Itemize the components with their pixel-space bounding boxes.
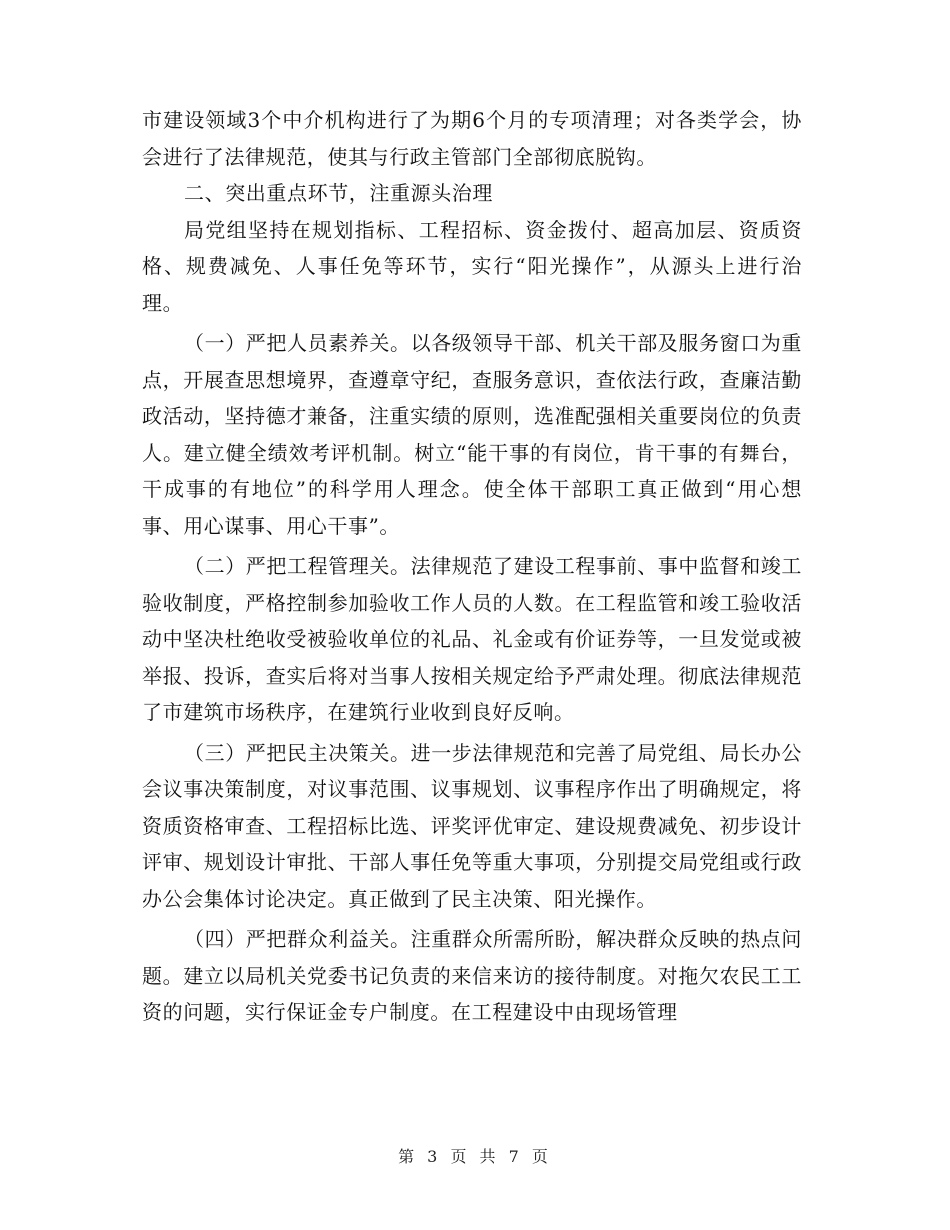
paragraph-item-3: （三）严把民主决策关。进一步法律规范和完善了局党组、局长办公会议事决策制度，对议事范围、议事规划、议事程序作出了明确规定，将资质资格审查、工程招标比选、评奖评优审定、建设规费减免、初步设计评审、规划设计审批、干部人事任免等重大事项，分别提交局党组或行政办公会集体讨论决定。真正做到了民主决策、阳光操作。 (142, 740, 802, 911)
page-number-footer: 第 3 页 共 7 页 (398, 1147, 552, 1166)
section-heading: 二、突出重点环节，注重源头治理 (184, 181, 493, 205)
paragraph-item-2: （二）严把工程管理关。法律规范了建设工程事前、事中监督和竣工验收制度，严格控制参加验收工作人员的人数。在工程监管和竣工验收活动中坚决杜绝收受被验收单位的礼品、礼金或有价证券等，一旦发觉或被举报、投诉，查实后将对当事人按相关规定给予严肃处理。彻底法律规范了市建筑市场秩序，在建筑行业收到良好反响。 (142, 554, 802, 724)
paragraph-intro: 局党组坚持在规划指标、工程招标、资金拨付、超高加层、资质资格、规费减免、人事任免等环节，实行“阳光操作”，从源头上进行治理。 (142, 217, 802, 315)
paragraph-item-1: （一）严把人员素养关。以各级领导干部、机关干部及服务窗口为重点，开展查思想境界，查遵章守纪，查服务意识，查依法行政，查廉洁勤政活动，坚持德才兼备，注重实绩的原则，选准配强相关重要岗位的负责人。建立健全绩效考评机制。树立“能干事的有岗位，肯干事的有舞台，干成事的有地位”的科学用人理念。使全体干部职工真正做到“用心想事、用心谋事、用心干事”。 (142, 331, 802, 538)
document-body (142, 102, 802, 1031)
paragraph-continuation: 市建设领域3个中介机构进行了为期6个月的专项清理；对各类学会，协会进行了法律规范，使其与行政主管部门全部彻底脱钩。 (142, 108, 802, 169)
paragraph-item-4: （四）严把群众利益关。注重群众所需所盼，解决群众反映的热点问题。建立以局机关党委书记负责的来信来访的接待制度。对拖欠农民工工资的问题，实行保证金专户制度。在工程建设中由现场管理 (142, 927, 802, 1024)
